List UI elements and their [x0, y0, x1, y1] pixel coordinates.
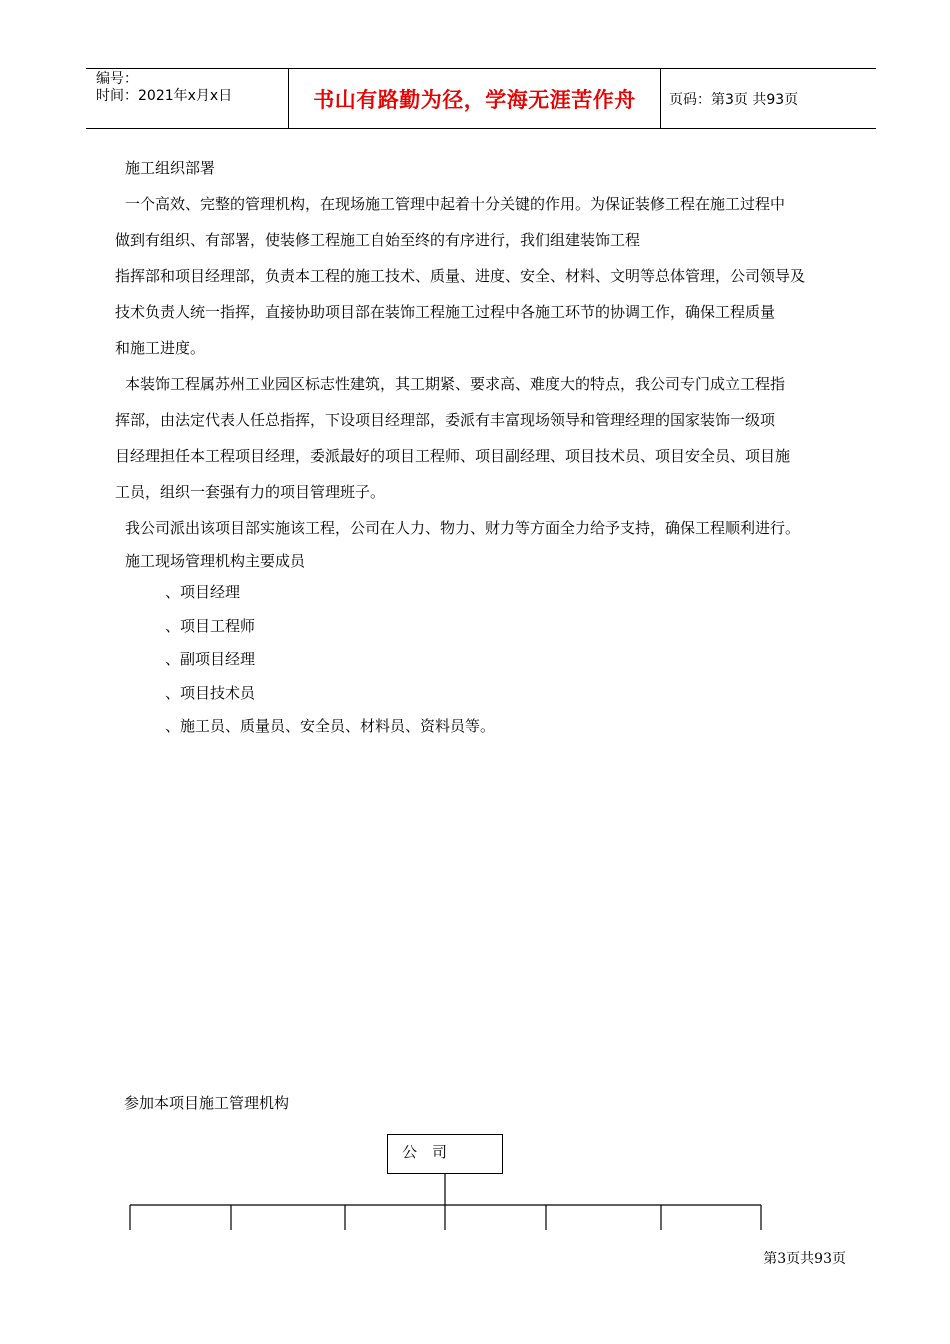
paragraph-line: 技术负责人统一指挥，直接协助项目部在装饰工程施工过程中各施工环节的协调工作，确保工程质量 — [115, 303, 776, 321]
paragraph-line: 工员，组织一套强有力的项目管理班子。 — [115, 483, 386, 501]
time-label: 时间：2021年x月x日 — [96, 88, 233, 104]
paragraph-line: 我公司派出该项目部实施该工程，公司在人力、物力、财力等方面全力给予支持，确保工程顺利进行。 — [125, 519, 801, 537]
list-item: 、项目技术员 — [165, 683, 256, 702]
paragraph-line: 挥部，由法定代表人任总指挥，下设项目经理部，委派有丰富现场领导和管理经理的国家装饰一级项 — [115, 411, 776, 429]
paragraph-line: 一个高效、完整的管理机构，在现场施工管理中起着十分关键的作用。为保证装修工程在施工过程中 — [125, 195, 786, 213]
paragraph-line: 和施工进度。 — [115, 339, 206, 357]
list-item: 、项目工程师 — [165, 616, 256, 635]
org-chart-label: 参加本项目施工管理机构 — [124, 1094, 290, 1112]
paragraph-line: 目经理担任本工程项目经理，委派最好的项目工程师、项目副经理、项目技术员、项目安全员、项目施 — [115, 447, 791, 465]
list-item: 、副项目经理 — [165, 650, 256, 668]
list-item: 、施工员、质量员、安全员、材料员、资料员等。 — [165, 717, 496, 735]
header-page-info: 页码：第3页 共93页 — [669, 91, 799, 108]
paragraph-line: 指挥部和项目经理部，负责本工程的施工技术、质量、进度、安全、材料、文明等总体管理，公司领导及 — [115, 267, 806, 285]
header-motto: 书山有路勤为径，学海无涯苦作舟 — [313, 87, 636, 112]
list-item: 、项目经理 — [165, 583, 241, 601]
number-label: 编号： — [96, 71, 138, 87]
paragraph-line: 做到有组织、有部署，使装修工程施工自始至终的有序进行，我们组建装饰工程 — [115, 231, 641, 249]
section-title: 施工组织部署 — [125, 159, 216, 177]
page-footer: 第3页共93页 — [763, 1251, 846, 1267]
org-root-label: 公 司 — [402, 1143, 448, 1161]
members-title: 施工现场管理机构主要成员 — [125, 552, 306, 570]
paragraph-line: 本装饰工程属苏州工业园区标志性建筑，其工期紧、要求高、难度大的特点，我公司专门成立工程指 — [125, 375, 786, 393]
